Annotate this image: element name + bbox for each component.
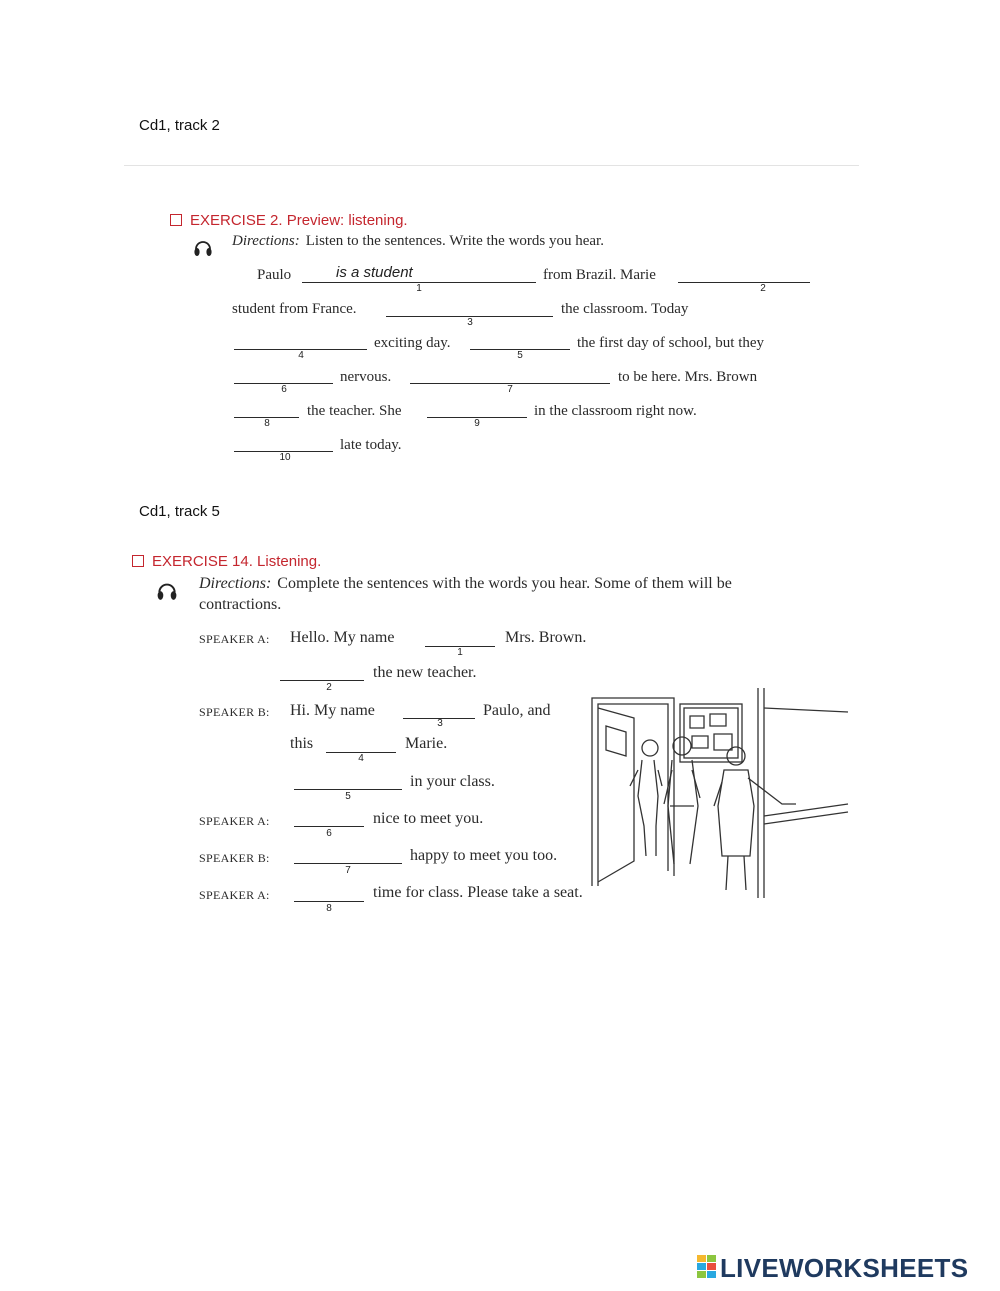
exercise-14-title — [132, 553, 321, 570]
ex14-blank-2[interactable] — [280, 680, 364, 681]
ex2-text-4: the classroom. Today — [561, 301, 689, 317]
exercise-2-title — [170, 212, 408, 229]
exercise-2-directions — [232, 233, 604, 250]
ex2-num-2: 2 — [760, 283, 766, 294]
ex14-num-6: 6 — [326, 828, 332, 839]
ex14-text-7: happy to meet you too. — [410, 847, 558, 864]
ex14-text-4b: Marie. — [405, 735, 448, 752]
checkbox-icon — [170, 214, 182, 226]
ex14-blank-5[interactable] — [294, 789, 402, 790]
ex14-num-1: 1 — [457, 647, 463, 658]
ex2-num-8: 8 — [264, 418, 270, 429]
ex14-num-3: 3 — [437, 718, 443, 729]
ex2-text-7: nervous. — [340, 369, 392, 385]
directions-label: Directions: — [232, 233, 300, 249]
ex2-text-11: late today. — [340, 437, 402, 453]
ex2-num-3: 3 — [467, 317, 473, 328]
directions-text: Complete the sentences with the words you hear. Some of them will be — [277, 575, 732, 592]
ex14-num-5: 5 — [345, 791, 351, 802]
ex14-text-8: time for class. Please take a seat. — [373, 884, 583, 901]
ex2-text-1: Paulo — [257, 267, 292, 283]
speaker-b-label: SPEAKER B: — [199, 851, 270, 865]
speaker-a-label: SPEAKER A: — [199, 632, 270, 646]
ex14-text-3a: Hi. My name — [290, 702, 375, 719]
ex2-text-3: student from France. — [232, 301, 357, 317]
ex14-text-5: in your class. — [410, 773, 495, 790]
exercise-14-title-text: EXERCISE 14. Listening. — [152, 553, 322, 570]
ex2-text-9: the teacher. She — [307, 403, 402, 419]
ex14-blank-6[interactable] — [294, 826, 364, 827]
ex14-text-3b: Paulo, and — [483, 702, 551, 719]
checkbox-icon — [132, 555, 144, 567]
speaker-a-label: SPEAKER A: — [199, 814, 270, 828]
logo-blocks-icon — [697, 1255, 717, 1279]
exercise-2-title-text: EXERCISE 2. Preview: listening. — [190, 212, 408, 229]
ex14-text-6: nice to meet you. — [373, 810, 484, 827]
classroom-illustration — [586, 686, 851, 900]
ex14-num-7: 7 — [345, 865, 351, 876]
headphones-icon — [156, 578, 178, 602]
track-label-2: Cd1, track 5 — [139, 503, 220, 520]
exercise-14-directions-2: contractions. — [199, 596, 282, 613]
liveworksheets-logo — [697, 1255, 968, 1285]
logo-text: LIVEWORKSHEETS — [720, 1253, 969, 1283]
ex14-text-1a: Hello. My name — [290, 629, 395, 646]
track-label-1: Cd1, track 2 — [139, 117, 220, 134]
directions-label: Directions: — [199, 575, 272, 592]
ex2-text-6: the first day of school, but they — [577, 335, 765, 351]
ex2-num-4: 4 — [298, 350, 304, 361]
ex14-text-4a: this — [290, 735, 314, 752]
ex14-blank-7[interactable] — [294, 863, 402, 864]
ex2-num-5: 5 — [517, 350, 523, 361]
ex2-num-6: 6 — [281, 384, 287, 395]
ex2-text-5: exciting day. — [374, 335, 451, 351]
ex2-num-1: 1 — [416, 283, 422, 294]
ex2-blank-2[interactable] — [678, 282, 810, 283]
ex14-num-4: 4 — [358, 753, 364, 764]
ex14-num-2: 2 — [326, 682, 332, 693]
ex2-text-8: to be here. Mrs. Brown — [618, 369, 758, 385]
ex2-num-7: 7 — [507, 384, 513, 395]
ex2-text-10: in the classroom right now. — [534, 403, 697, 419]
divider — [124, 165, 859, 166]
speaker-b-label: SPEAKER B: — [199, 705, 270, 719]
ex2-num-9: 9 — [474, 418, 480, 429]
ex14-text-1b: Mrs. Brown. — [505, 629, 587, 646]
ex14-text-2: the new teacher. — [373, 664, 477, 681]
ex2-num-10: 10 — [279, 452, 291, 463]
ex14-num-8: 8 — [326, 903, 332, 914]
directions-text: Listen to the sentences. Write the words you hear. — [305, 233, 604, 249]
ex2-answer-1[interactable]: is a student — [336, 264, 413, 281]
headphones-icon — [193, 236, 213, 258]
ex14-blank-8[interactable] — [294, 901, 364, 902]
exercise-14-directions-1 — [199, 575, 732, 593]
speaker-a-label: SPEAKER A: — [199, 888, 270, 902]
ex2-text-2: from Brazil. Marie — [543, 267, 656, 283]
